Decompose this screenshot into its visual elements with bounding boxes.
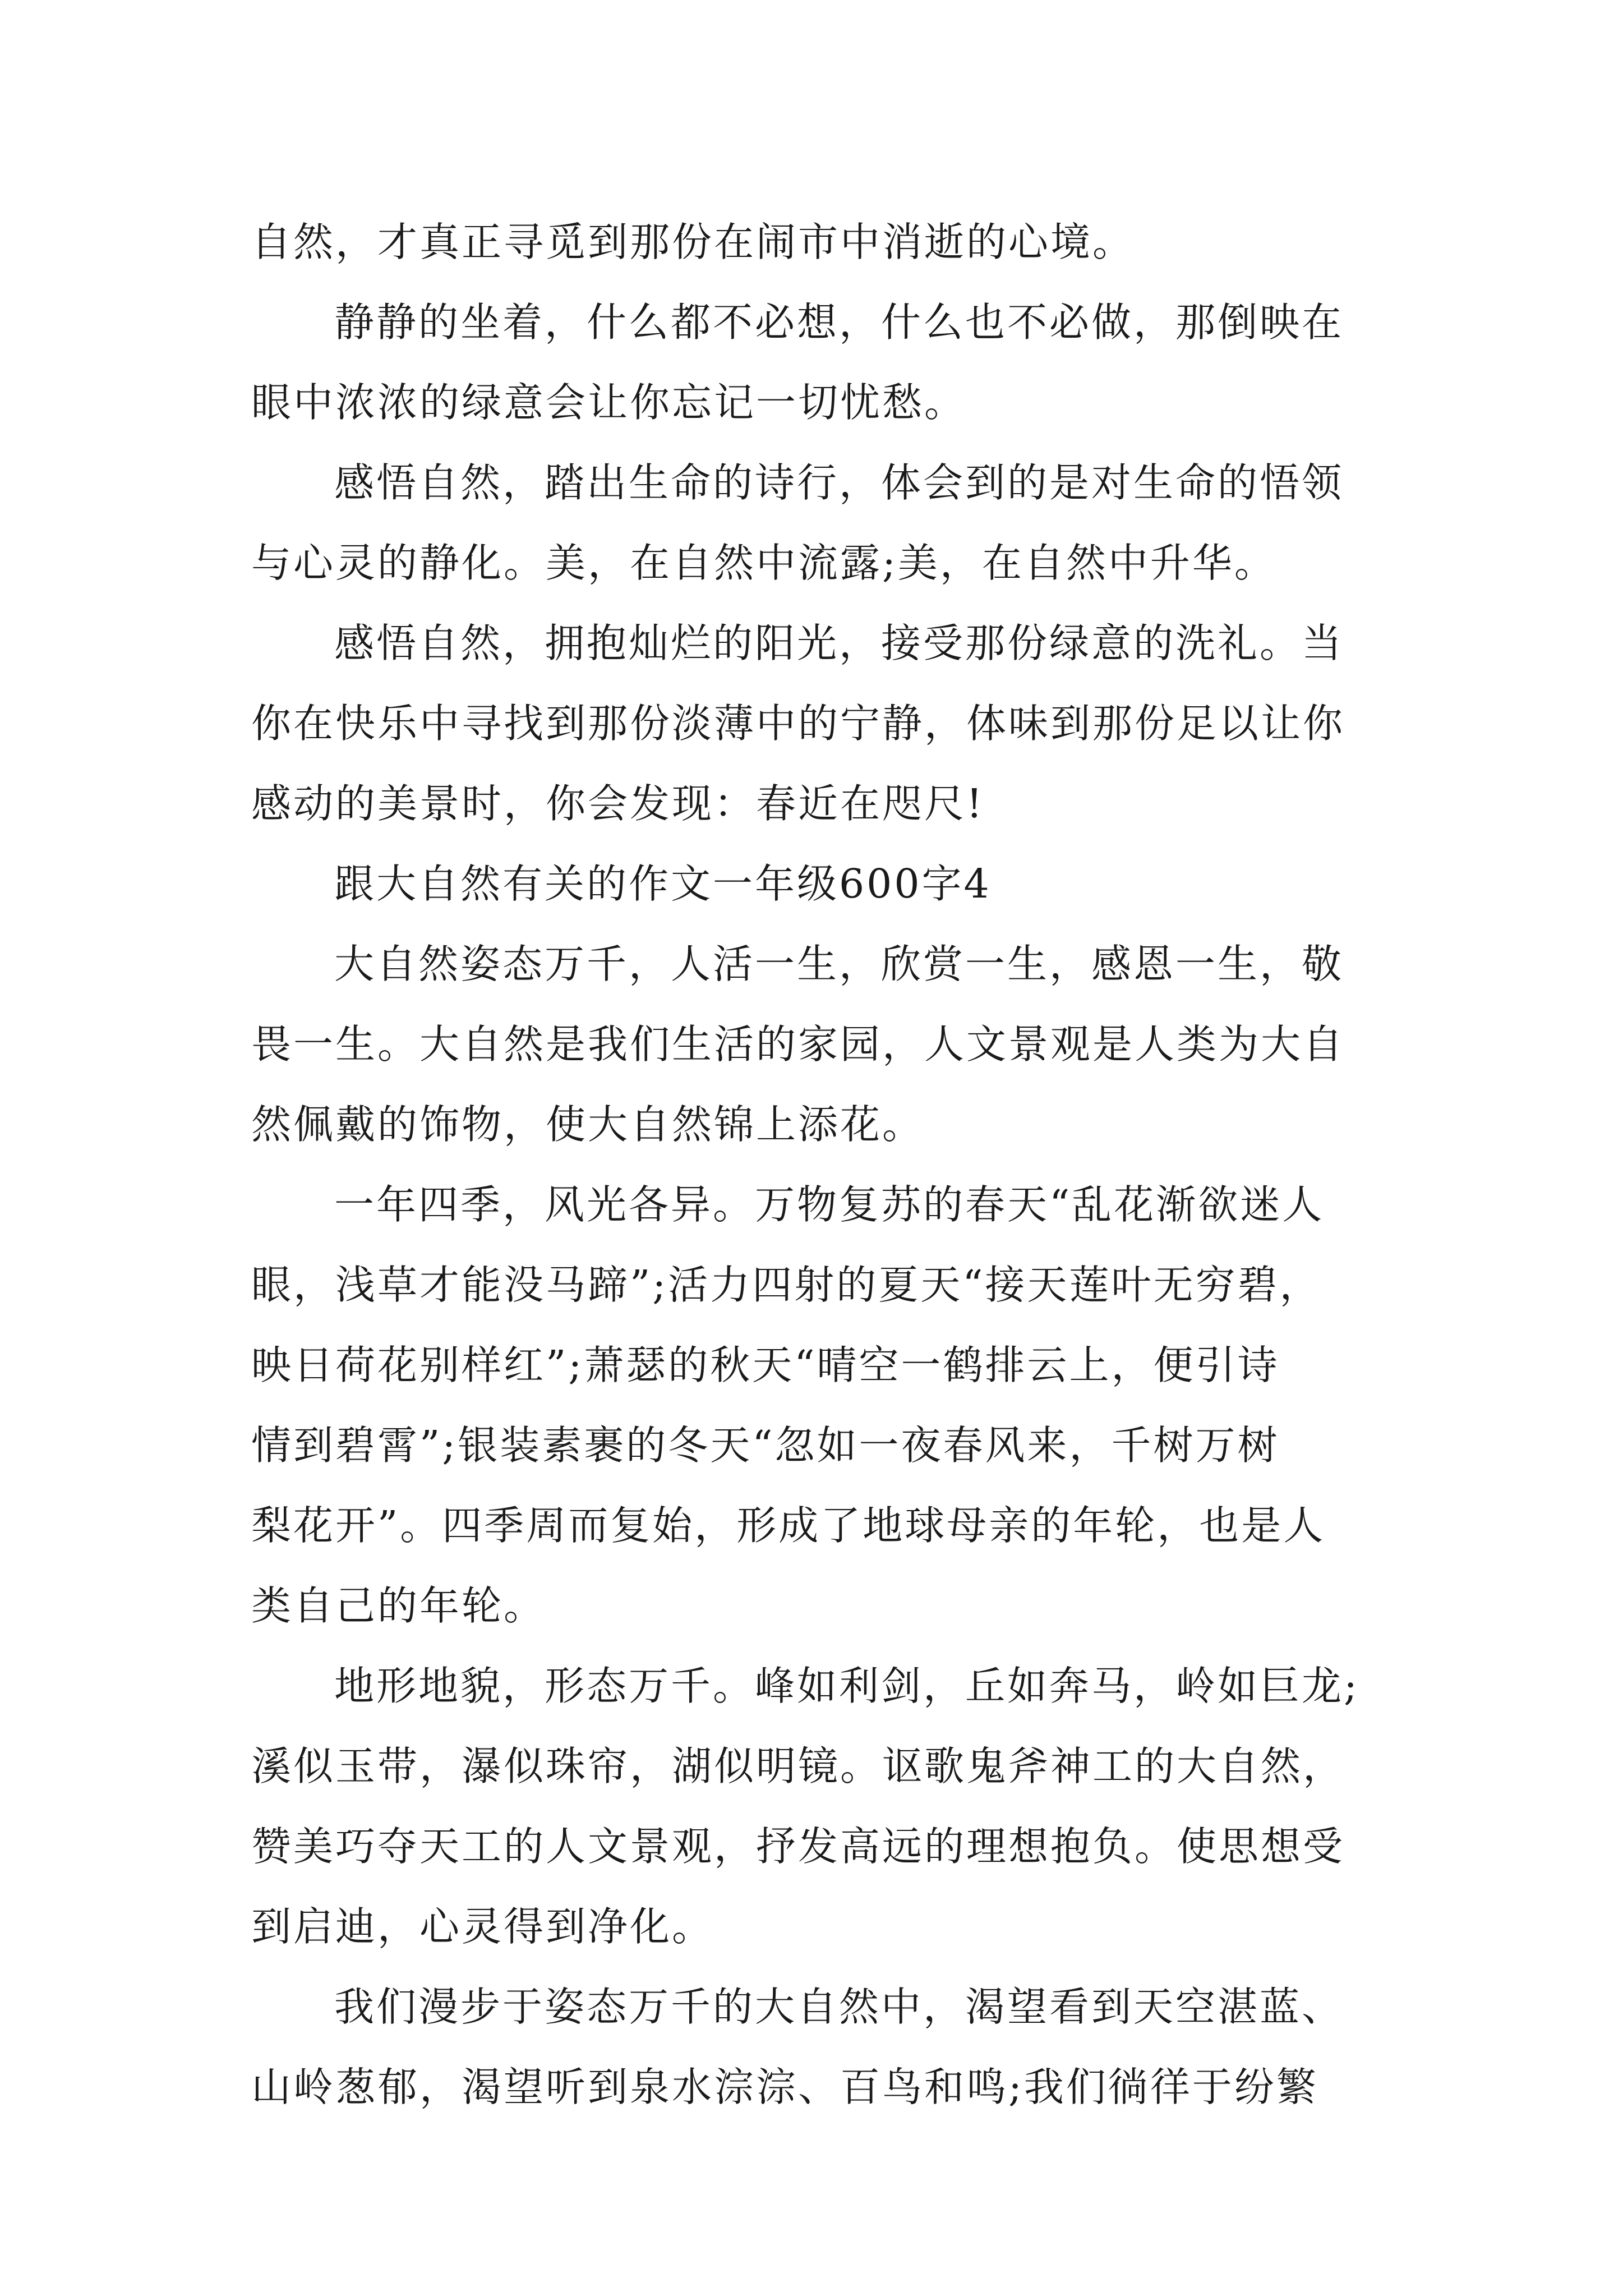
text-line: 你在快乐中寻找到那份淡薄中的宁静，体味到那份足以让你 [251,700,1345,747]
text-line: 眼，浅草才能没马蹄”;活力四射的夏天“接天莲叶无穷碧， [251,1262,1322,1308]
text-line: 赞美巧夺天工的人文景观，抒发高远的理想抱负。使思想受 [251,1823,1345,1870]
paragraph-start-line: 静静的坐着，什么都不必想，什么也不必做，那倒映在 [334,299,1344,346]
text-line: 与心灵的静化。美，在自然中流露;美，在自然中升华。 [251,540,1276,586]
text-line: 梨花开”。四季周而复始，形成了地球母亲的年轮，也是人 [251,1502,1326,1549]
paragraph-start-line: 大自然姿态万千，人活一生，欣赏一生，感恩一生，敬 [334,941,1344,987]
paragraph-start-line: 地形地貌，形态万千。峰如利剑，丘如奔马，岭如巨龙; [334,1663,1359,1709]
text-line: 山岭葱郁，渴望听到泉水淙淙、百鸟和鸣;我们徜徉于纷繁 [251,2064,1318,2110]
section-heading: 跟大自然有关的作文一年级600字4 [334,861,992,907]
text-line: 类自己的年轮。 [251,1582,546,1629]
paragraph-start-line: 感悟自然，踏出生命的诗行，体会到的是对生命的悟领 [334,459,1344,506]
text-line: 映日荷花别样红”;萧瑟的秋天“晴空一鹤排云上，便引诗 [251,1342,1280,1388]
paragraph-start-line: 一年四季，风光各异。万物复苏的春天“乱花渐欲迷人 [334,1181,1325,1228]
paragraph-start-line: 我们漫步于姿态万千的大自然中，渴望看到天空湛蓝、 [334,1984,1344,2030]
body-text [251,202,1390,2127]
text-line: 情到碧霄”;银装素裹的冬天“忽如一夜春风来，千树万树 [251,1422,1280,1469]
text-line: 畏一生。大自然是我们生活的家园，人文景观是人类为大自 [251,1021,1345,1068]
text-line: 溪似玉带，瀑似珠帘，湖似明镜。讴歌鬼斧神工的大自然， [251,1743,1345,1789]
text-line: 自然，才真正寻觅到那份在闹市中消逝的心境。 [251,219,1135,265]
paragraph-start-line: 感悟自然，拥抱灿烂的阳光，接受那份绿意的洗礼。当 [334,620,1344,666]
text-line: 感动的美景时，你会发现：春近在咫尺! [251,780,985,827]
text-line: 眼中浓浓的绿意会让你忘记一切忧愁。 [251,379,967,426]
text-line: 到启迪，心灵得到净化。 [251,1903,714,1950]
text-line: 然佩戴的饰物，使大自然锦上添花。 [251,1101,925,1148]
